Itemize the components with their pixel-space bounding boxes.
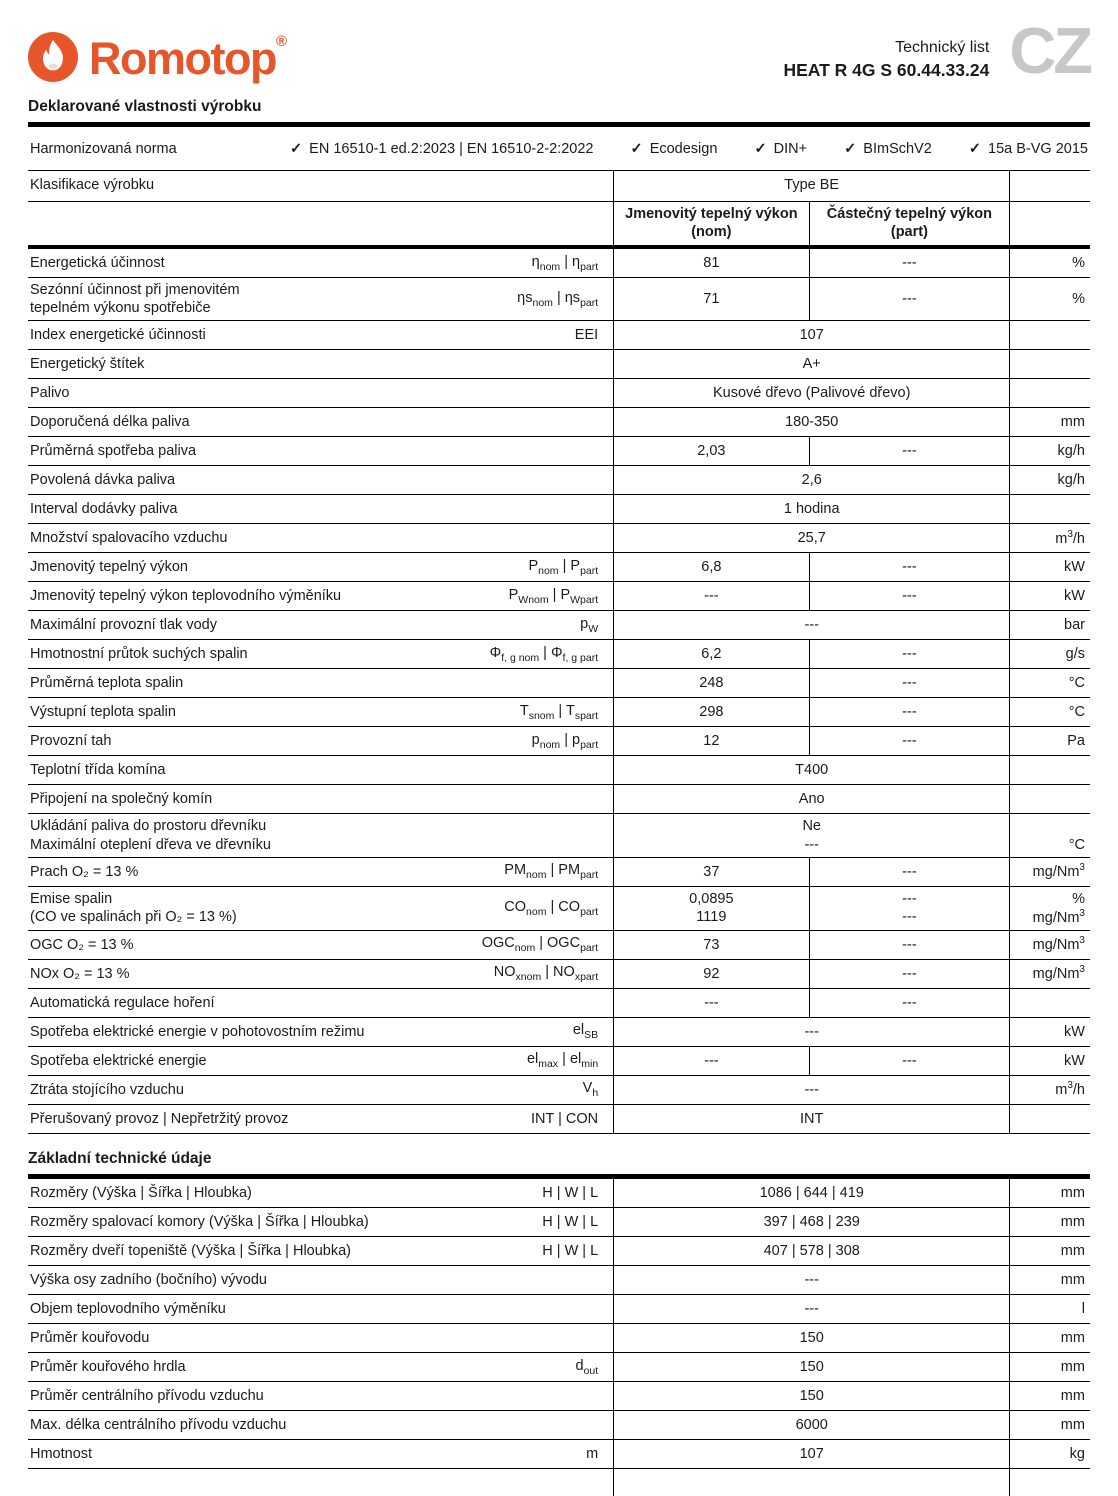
value-span: --- [613,1018,1009,1046]
value-unit [1009,171,1090,201]
value-nom: 248 [613,669,808,697]
param-label-cell [28,1018,613,1046]
param-label-cell [28,1353,613,1381]
classification-value: Type BE [613,171,1009,201]
value-span: --- [613,611,1009,639]
param-symbol: H | W | L [542,1243,599,1260]
param-label: Průměrná spotřeba paliva [30,443,197,460]
table-row [28,1324,1090,1353]
value-unit: mm [1009,1237,1090,1265]
value-span: Ano [613,785,1009,813]
param-label-cell [28,1047,613,1075]
param-label-cell [28,814,613,856]
param-label: Průměrná teplota spalin [30,675,184,692]
param-label-cell [28,1382,613,1410]
param-symbol: m [586,1446,599,1463]
param-label: Rozměry spalovací komory (Výška | Šířka | Hloubka) [30,1214,369,1231]
param-label-cell [28,1440,613,1468]
value-unit: g/s [1009,640,1090,668]
param-symbol: $V_h$ [582,1080,599,1100]
param-symbol: $NO_{xnom}$ | $NO_{xpart}$ [493,964,599,984]
param-label: Provozní tah [30,733,112,750]
table-row [28,466,1090,495]
param-symbol: EEI [574,327,599,344]
value-span: 180-350 [613,408,1009,436]
param-symbol: $p_W$ [580,615,599,635]
value-unit: $m^3/h$ [1009,1076,1090,1104]
table-row [28,1018,1090,1047]
value-unit: mm [1009,1179,1090,1207]
table-row [28,582,1090,611]
value-part: --- [809,858,1010,886]
param-symbol: $\Phi_{f, g nom}$ | $\Phi_{f, g part}$ [489,644,599,664]
value-nom: 2,03 [613,437,808,465]
value-part: --- [809,698,1010,726]
col-header-nom-sub: (nom) [691,224,732,241]
value-nom: 6,2 [613,640,808,668]
value-part: --- [809,669,1010,697]
registered-mark: ® [275,32,288,50]
table-row [28,1047,1090,1076]
value-span: Kusové dřevo (Palivové dřevo) [613,379,1009,407]
param-symbol: $CO_{nom}$ | $CO_{part}$ [504,898,599,918]
table-row [28,727,1090,756]
table-row [28,1179,1090,1208]
value-unit [1009,1469,1090,1496]
param-label: Objem teplovodního výměníku [30,1301,226,1318]
table-row [28,960,1090,989]
value-unit [1009,756,1090,784]
param-label: Výška osy zadního (bočního) vývodu [30,1272,267,1289]
value-part: --- [809,640,1010,668]
value-span: INT [613,1105,1009,1133]
value-part: --- [809,437,1010,465]
param-label: Emise spalin (CO ve spalinách při O₂ = 13 %) [30,891,237,926]
param-symbol: $el_{SB}$ [572,1022,599,1042]
language-badge: CZ [1009,14,1090,87]
value-unit [1009,495,1090,523]
param-label: Interval dodávky paliva [30,501,178,518]
value-part: --- [809,960,1010,988]
value-nom: 37 [613,858,808,886]
table-row [28,814,1090,857]
param-label-cell [28,1266,613,1294]
param-label-cell [28,171,613,201]
col-header-nom [613,202,808,246]
declared-rows [28,249,1090,1134]
value-part: --- [809,727,1010,755]
param-label-cell [28,858,613,886]
value-nom: 92 [613,960,808,988]
col-header-part-sub: (part) [890,224,928,241]
param-label: Připojení na společný komín [30,791,213,808]
param-label-cell [28,1469,613,1496]
basic-data-table [28,1179,1090,1496]
value-part: --- [809,278,1010,320]
param-label: Palivo [30,385,70,402]
table-row [28,278,1090,321]
value-unit: kW [1009,1047,1090,1075]
section-title-declared: Deklarované vlastnosti výrobku [28,97,1090,127]
table-row [28,553,1090,582]
table-row [28,785,1090,814]
table-row [28,1469,1090,1496]
value-unit: kg/h [1009,437,1090,465]
value-span: 2,6 [613,466,1009,494]
param-symbol: H | W | L [542,1185,599,1202]
value-span [613,1469,1009,1496]
param-label-cell [28,408,613,436]
check-icon: ✓ [754,141,767,158]
value-nom: 81 [613,249,808,277]
value-unit [1009,1105,1090,1133]
norm-items [290,140,1090,158]
table-row [28,437,1090,466]
declared-properties-table [28,130,1090,1133]
value-unit: mm [1009,1266,1090,1294]
flame-icon [28,32,78,82]
value-unit: l [1009,1295,1090,1323]
value-nom: 6,8 [613,553,808,581]
norm-label: Harmonizovaná norma [30,141,177,158]
param-label: Doporučená délka paliva [30,414,190,431]
table-row [28,1237,1090,1266]
value-nom: 0,0895 1119 [613,887,808,930]
value-unit: kW [1009,553,1090,581]
col-header-part [809,202,1010,246]
param-label-cell [28,698,613,726]
param-symbol: INT | CON [531,1110,599,1127]
value-part: --- [809,249,1010,277]
table-row [28,1353,1090,1382]
table-row [28,1411,1090,1440]
value-unit: kg [1009,1440,1090,1468]
table-row [28,524,1090,553]
param-label: Průměr kouřovodu [30,1330,150,1347]
param-label-cell [28,1179,613,1207]
norm-item: ✓ 15a B-VG 2015 [968,141,1088,158]
table-row [28,1076,1090,1105]
param-label-cell [28,321,613,349]
param-label: Rozměry dveří topeniště (Výška | Šířka | Hloubka) [30,1243,352,1260]
table-row [28,1295,1090,1324]
param-label-cell [28,1237,613,1265]
param-label-cell [28,202,613,246]
value-unit [1009,202,1090,246]
param-label: Spotřeba elektrické energie v pohotovostním režimu [30,1023,365,1040]
value-nom: --- [613,989,808,1017]
param-label: Prach O₂ = 13 % [30,863,139,880]
value-span: Ne --- [613,814,1009,856]
param-label-cell [28,1295,613,1323]
table-row [28,350,1090,379]
param-symbol: $PM_{nom}$ | $PM_{part}$ [504,862,599,882]
table-row [28,1105,1090,1134]
param-label: Index energetické účinnosti [30,327,206,344]
param-label: Výstupní teplota spalin [30,704,176,721]
param-label: Teplotní třída komína [30,762,166,779]
value-unit: kW [1009,1018,1090,1046]
param-label-cell [28,727,613,755]
value-span: 1 hodina [613,495,1009,523]
value-unit: mm [1009,408,1090,436]
table-row [28,321,1090,350]
value-unit: mm [1009,1411,1090,1439]
value-unit: °C [1009,669,1090,697]
value-span: 150 [613,1353,1009,1381]
value-span: A+ [613,350,1009,378]
value-span: 1086 | 644 | 419 [613,1179,1009,1207]
param-symbol: $p_{nom}$ | $p_{part}$ [531,731,599,751]
value-span: --- [613,1266,1009,1294]
param-label-cell [28,785,613,813]
norm-item: ✓ DIN+ [754,141,808,158]
harmonized-standard-row [28,130,1090,170]
table-row [28,1266,1090,1295]
table-row [28,495,1090,524]
param-label: Spotřeba elektrické energie [30,1052,207,1069]
param-label-cell [28,1105,613,1133]
table-row [28,249,1090,278]
value-part: --- [809,553,1010,581]
value-unit: °C [1009,698,1090,726]
table-row [28,379,1090,408]
value-nom: --- [613,1047,808,1075]
param-label: Maximální provozní tlak vody [30,617,217,634]
classification-row [28,171,1090,202]
table-row [28,858,1090,887]
param-label: Ztráta stojícího vzduchu [30,1081,184,1098]
param-label: Hmotnost [30,1446,93,1463]
param-label: Hmotnostní průtok suchých spalin [30,646,248,663]
value-unit: mm [1009,1324,1090,1352]
value-unit: mg/Nm$^3$ [1009,858,1090,886]
brand-logo [28,32,287,82]
table-row [28,698,1090,727]
col-header-nom-title: Jmenovitý tepelný výkon [625,205,798,222]
param-label: Jmenovitý tepelný výkon [30,559,188,576]
doc-type: Technický list [895,39,990,56]
value-span: --- [613,1295,1009,1323]
value-unit [1009,989,1090,1017]
value-span: 6000 [613,1411,1009,1439]
param-label: Sezónní účinnost při jmenovitém tepelném výkonu spotřebiče [30,282,240,317]
header-right [783,14,1090,87]
value-span: --- [613,1076,1009,1104]
table-row [28,611,1090,640]
param-label: Automatická regulace hoření [30,994,215,1011]
param-label: Ukládání paliva do prostoru dřevníku Maximální oteplení dřeva ve dřevníku [30,818,271,853]
value-unit: % mg/Nm$^3$ [1009,887,1090,930]
param-label-cell [28,1324,613,1352]
param-label-cell [28,960,613,988]
value-part: --- [809,1047,1010,1075]
param-label-cell [28,611,613,639]
product-name: HEAT R 4G S 60.44.33.24 [783,60,990,80]
param-symbol: $OGC_{nom}$ | $OGC_{part}$ [481,935,599,955]
param-symbol: $P_{nom}$ | $P_{part}$ [528,557,599,577]
table-row [28,1440,1090,1469]
table-row [28,669,1090,698]
value-unit: °C [1009,814,1090,856]
norm-item: ✓ EN 16510-1 ed.2:2023 | EN 16510-2-2:2022 [290,141,594,158]
param-symbol: H | W | L [542,1214,599,1231]
param-symbol: $d_{out}$ [575,1357,599,1377]
value-part: --- [809,582,1010,610]
param-label: Energetický štítek [30,356,145,373]
param-label-cell [28,437,613,465]
param-label: Energetická účinnost [30,255,165,272]
classification-label: Klasifikace výrobku [30,177,155,194]
check-icon: ✓ [968,141,982,158]
param-label-cell [28,466,613,494]
table-row [28,640,1090,669]
check-icon: ✓ [844,141,857,158]
value-span: 150 [613,1382,1009,1410]
value-unit: mm [1009,1353,1090,1381]
norm-item: ✓ BImSchV2 [844,141,932,158]
param-symbol: $T_{snom}$ | $T_{spart}$ [519,702,599,722]
value-unit: mg/Nm$^3$ [1009,960,1090,988]
value-span: 25,7 [613,524,1009,552]
value-unit: Pa [1009,727,1090,755]
param-label-cell [28,1411,613,1439]
value-unit [1009,350,1090,378]
param-label-cell [28,350,613,378]
value-part: --- [809,989,1010,1017]
table-row [28,1208,1090,1237]
value-span: 397 | 468 | 239 [613,1208,1009,1236]
param-label: Přerušovaný provoz | Nepřetržitý provoz [30,1110,289,1127]
column-header-row [28,202,1090,250]
param-label-cell [28,582,613,610]
param-label-cell [28,379,613,407]
value-unit [1009,379,1090,407]
value-unit: bar [1009,611,1090,639]
value-span: 107 [613,1440,1009,1468]
param-label-cell [28,931,613,959]
param-label: Množství spalovacího vzduchu [30,530,228,547]
param-label-cell [28,1076,613,1104]
value-unit: % [1009,278,1090,320]
value-nom: 12 [613,727,808,755]
param-label: Rozměry (Výška | Šířka | Hloubka) [30,1185,252,1202]
param-symbol: $P_{Wnom}$ | $P_{Wpart}$ [508,586,599,606]
check-icon: ✓ [290,141,303,158]
param-label: Povolená dávka paliva [30,472,176,489]
param-label: Průměr kouřového hrdla [30,1359,186,1376]
table-row [28,756,1090,785]
table-row [28,931,1090,960]
value-part: --- --- [809,887,1010,930]
param-symbol: $\eta_{nom}$ | $\eta_{part}$ [531,253,599,273]
table-row [28,989,1090,1018]
param-label: Max. délka centrálního přívodu vzduchu [30,1417,287,1434]
check-icon: ✓ [630,141,643,158]
param-symbol: $el_{max}$ | $el_{min}$ [526,1051,599,1071]
param-label: OGC O₂ = 13 % [30,936,134,953]
param-label-cell [28,887,613,930]
param-label-cell [28,524,613,552]
value-span: T400 [613,756,1009,784]
value-nom: --- [613,582,808,610]
param-label: Jmenovitý tepelný výkon teplovodního výměníku [30,588,342,605]
value-unit [1009,785,1090,813]
param-label-cell [28,278,613,320]
table-row [28,887,1090,931]
value-nom: 71 [613,278,808,320]
param-label-cell [28,495,613,523]
value-unit [1009,321,1090,349]
param-label-cell [28,1208,613,1236]
param-label: Průměr centrálního přívodu vzduchu [30,1388,264,1405]
value-span: 407 | 578 | 308 [613,1237,1009,1265]
value-unit: kW [1009,582,1090,610]
param-label-cell [28,756,613,784]
value-unit: $m^3/h$ [1009,524,1090,552]
value-unit: mm [1009,1208,1090,1236]
norm-item: ✓ Ecodesign [630,141,718,158]
col-header-part-title: Částečný tepelný výkon [826,205,993,222]
param-label-cell [28,640,613,668]
value-span: 150 [613,1324,1009,1352]
value-unit: % [1009,249,1090,277]
value-unit: kg/h [1009,466,1090,494]
value-part: --- [809,931,1010,959]
table-row [28,408,1090,437]
table-row [28,1382,1090,1411]
param-label-cell [28,553,613,581]
page-header [28,14,1090,87]
value-nom: 298 [613,698,808,726]
param-label-cell [28,989,613,1017]
param-label-cell [28,249,613,277]
section-title-basic: Základní technické údaje [28,1149,1090,1179]
param-label [30,1478,34,1496]
brand-name: Romotop® [89,32,288,84]
param-label: NOx O₂ = 13 % [30,965,130,982]
value-unit: mm [1009,1382,1090,1410]
document-meta [783,38,989,82]
param-symbol: $\eta s_{nom}$ | $\eta s_{part}$ [517,289,599,309]
value-span: 107 [613,321,1009,349]
value-nom: 73 [613,931,808,959]
value-unit: mg/Nm$^3$ [1009,931,1090,959]
param-label-cell [28,669,613,697]
